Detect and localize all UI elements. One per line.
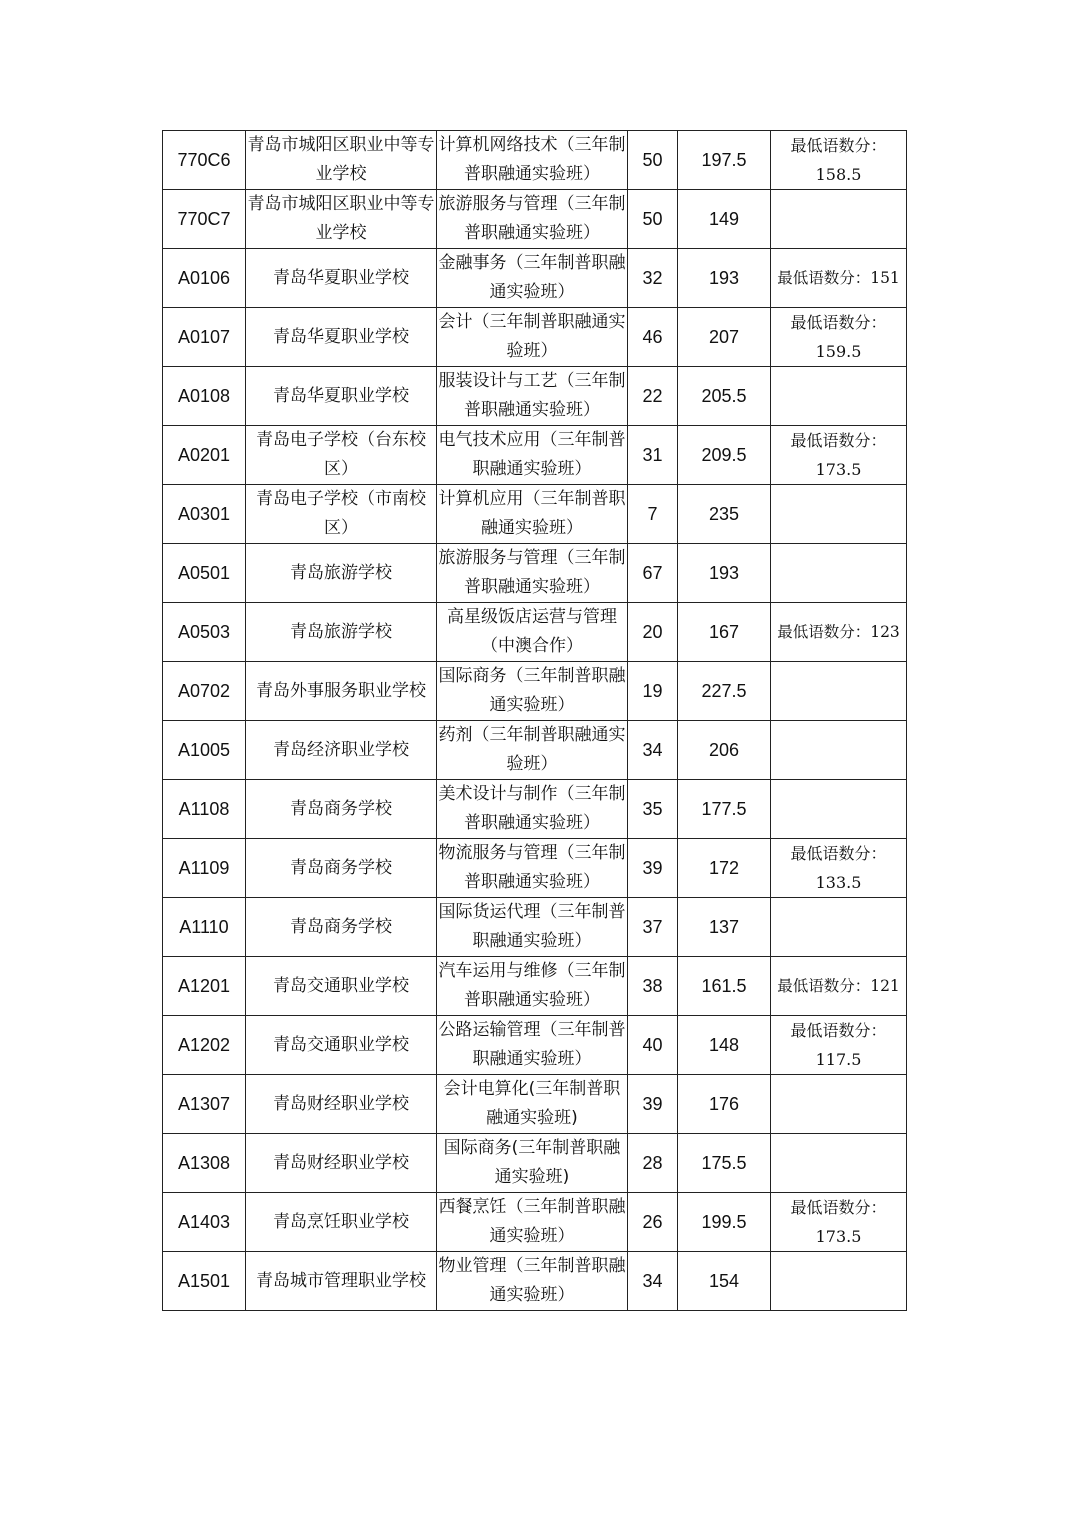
- school-name-cell: 青岛市城阳区职业中等专业学校: [246, 190, 437, 249]
- plan-count-cell: 32: [628, 249, 678, 308]
- plan-count-cell: 35: [628, 780, 678, 839]
- remark-cell: [771, 1016, 907, 1075]
- major-cell: 高星级饭店运营与管理（中澳合作）: [437, 603, 628, 662]
- remark-label: 最低语数分：: [790, 1198, 887, 1217]
- table-row: [163, 249, 907, 308]
- min-score-cell: 193: [678, 249, 771, 308]
- school-name-cell: 青岛旅游学校: [246, 603, 437, 662]
- plan-count-cell: 37: [628, 898, 678, 957]
- major-cell: 金融事务（三年制普职融通实验班）: [437, 249, 628, 308]
- table-row: [163, 131, 907, 190]
- school-name-cell: 青岛电子学校（台东校区）: [246, 426, 437, 485]
- school-code-cell: A0108: [163, 367, 246, 426]
- school-name-cell: 青岛财经职业学校: [246, 1134, 437, 1193]
- school-code-cell: A0201: [163, 426, 246, 485]
- school-code-cell: A0702: [163, 662, 246, 721]
- remark-label: 最低语数分：: [790, 313, 887, 332]
- table-row: [163, 1016, 907, 1075]
- plan-count-cell: 39: [628, 839, 678, 898]
- remark-cell: [771, 721, 907, 780]
- remark-cell: [771, 544, 907, 603]
- remark-value: 133.5: [815, 873, 862, 892]
- plan-count-cell: 22: [628, 367, 678, 426]
- min-score-cell: 205.5: [678, 367, 771, 426]
- plan-count-cell: 46: [628, 308, 678, 367]
- remark-cell: [771, 1252, 907, 1311]
- major-cell: 物业管理（三年制普职融通实验班）: [437, 1252, 628, 1311]
- min-score-cell: 177.5: [678, 780, 771, 839]
- table-row: [163, 544, 907, 603]
- school-name-cell: 青岛经济职业学校: [246, 721, 437, 780]
- school-name-cell: 青岛华夏职业学校: [246, 249, 437, 308]
- table-row: [163, 367, 907, 426]
- school-name-cell: 青岛外事服务职业学校: [246, 662, 437, 721]
- major-cell: 国际商务（三年制普职融通实验班）: [437, 662, 628, 721]
- school-code-cell: A1109: [163, 839, 246, 898]
- major-cell: 电气技术应用（三年制普职融通实验班）: [437, 426, 628, 485]
- school-name-cell: 青岛城市管理职业学校: [246, 1252, 437, 1311]
- major-cell: 会计电算化(三年制普职融通实验班): [437, 1075, 628, 1134]
- min-score-cell: 206: [678, 721, 771, 780]
- school-code-cell: A1307: [163, 1075, 246, 1134]
- school-code-cell: A1501: [163, 1252, 246, 1311]
- remark-cell: [771, 662, 907, 721]
- plan-count-cell: 38: [628, 957, 678, 1016]
- min-score-cell: 167: [678, 603, 771, 662]
- major-cell: 国际商务(三年制普职融通实验班): [437, 1134, 628, 1193]
- school-code-cell: A0106: [163, 249, 246, 308]
- min-score-cell: 137: [678, 898, 771, 957]
- school-code-cell: A1110: [163, 898, 246, 957]
- school-code-cell: A1403: [163, 1193, 246, 1252]
- table-row: [163, 1075, 907, 1134]
- school-name-cell: 青岛电子学校（市南校区）: [246, 485, 437, 544]
- remark-cell: [771, 249, 907, 308]
- plan-count-cell: 34: [628, 1252, 678, 1311]
- school-code-cell: A0301: [163, 485, 246, 544]
- school-name-cell: 青岛华夏职业学校: [246, 367, 437, 426]
- plan-count-cell: 28: [628, 1134, 678, 1193]
- remark-value: 158.5: [815, 165, 862, 184]
- remark-cell: [771, 1134, 907, 1193]
- remark-text: 最低语数分：123: [777, 622, 900, 641]
- major-cell: 药剂（三年制普职融通实验班）: [437, 721, 628, 780]
- remark-label: 最低语数分：: [790, 1021, 887, 1040]
- school-code-cell: A0503: [163, 603, 246, 662]
- table-row: [163, 839, 907, 898]
- remark-label: 最低语数分：: [790, 431, 887, 450]
- remark-value: 117.5: [815, 1050, 862, 1069]
- min-score-cell: 172: [678, 839, 771, 898]
- min-score-cell: 227.5: [678, 662, 771, 721]
- remark-label: 最低语数分：: [790, 136, 887, 155]
- table-row: [163, 308, 907, 367]
- remark-text: 最低语数分：121: [777, 976, 900, 995]
- school-code-cell: A0107: [163, 308, 246, 367]
- plan-count-cell: 20: [628, 603, 678, 662]
- remark-cell: [771, 485, 907, 544]
- school-name-cell: 青岛旅游学校: [246, 544, 437, 603]
- remark-cell: [771, 1075, 907, 1134]
- plan-count-cell: 40: [628, 1016, 678, 1075]
- major-cell: 公路运输管理（三年制普职融通实验班）: [437, 1016, 628, 1075]
- major-cell: 旅游服务与管理（三年制普职融通实验班）: [437, 190, 628, 249]
- plan-count-cell: 34: [628, 721, 678, 780]
- remark-value: 173.5: [815, 460, 862, 479]
- plan-count-cell: 31: [628, 426, 678, 485]
- min-score-cell: 161.5: [678, 957, 771, 1016]
- school-code-cell: A1308: [163, 1134, 246, 1193]
- school-code-cell: A0501: [163, 544, 246, 603]
- remark-cell: [771, 957, 907, 1016]
- table-row: [163, 190, 907, 249]
- min-score-cell: 148: [678, 1016, 771, 1075]
- major-cell: 计算机网络技术（三年制普职融通实验班）: [437, 131, 628, 190]
- school-name-cell: 青岛商务学校: [246, 839, 437, 898]
- table-row: [163, 780, 907, 839]
- major-cell: 汽车运用与维修（三年制普职融通实验班）: [437, 957, 628, 1016]
- remark-cell: [771, 131, 907, 190]
- table-row: [163, 721, 907, 780]
- remark-cell: [771, 190, 907, 249]
- major-cell: 旅游服务与管理（三年制普职融通实验班）: [437, 544, 628, 603]
- min-score-cell: 176: [678, 1075, 771, 1134]
- school-name-cell: 青岛烹饪职业学校: [246, 1193, 437, 1252]
- remark-value: 173.5: [815, 1227, 862, 1246]
- major-cell: 西餐烹饪（三年制普职融通实验班）: [437, 1193, 628, 1252]
- school-name-cell: 青岛交通职业学校: [246, 957, 437, 1016]
- table-row: [163, 1193, 907, 1252]
- remark-cell: [771, 426, 907, 485]
- plan-count-cell: 39: [628, 1075, 678, 1134]
- min-score-cell: 199.5: [678, 1193, 771, 1252]
- table-row: [163, 485, 907, 544]
- table-row: [163, 662, 907, 721]
- school-name-cell: 青岛商务学校: [246, 780, 437, 839]
- min-score-cell: 175.5: [678, 1134, 771, 1193]
- school-name-cell: 青岛华夏职业学校: [246, 308, 437, 367]
- table-body: [163, 131, 907, 1311]
- table-row: [163, 898, 907, 957]
- major-cell: 计算机应用（三年制普职融通实验班）: [437, 485, 628, 544]
- document-page: [162, 130, 907, 1311]
- school-name-cell: 青岛财经职业学校: [246, 1075, 437, 1134]
- major-cell: 美术设计与制作（三年制普职融通实验班）: [437, 780, 628, 839]
- school-code-cell: A1201: [163, 957, 246, 1016]
- plan-count-cell: 50: [628, 131, 678, 190]
- major-cell: 物流服务与管理（三年制普职融通实验班）: [437, 839, 628, 898]
- table-row: [163, 603, 907, 662]
- plan-count-cell: 26: [628, 1193, 678, 1252]
- remark-text: 最低语数分：151: [777, 268, 900, 287]
- school-code-cell: A1202: [163, 1016, 246, 1075]
- remark-cell: [771, 839, 907, 898]
- table-row: [163, 1252, 907, 1311]
- school-name-cell: 青岛商务学校: [246, 898, 437, 957]
- remark-label: 最低语数分：: [790, 844, 887, 863]
- min-score-cell: 209.5: [678, 426, 771, 485]
- remark-value: 159.5: [815, 342, 862, 361]
- school-code-cell: 770C7: [163, 190, 246, 249]
- remark-cell: [771, 367, 907, 426]
- table-row: [163, 426, 907, 485]
- remark-cell: [771, 1193, 907, 1252]
- min-score-cell: 149: [678, 190, 771, 249]
- school-name-cell: 青岛交通职业学校: [246, 1016, 437, 1075]
- major-cell: 会计（三年制普职融通实验班）: [437, 308, 628, 367]
- plan-count-cell: 7: [628, 485, 678, 544]
- min-score-cell: 197.5: [678, 131, 771, 190]
- school-code-cell: 770C6: [163, 131, 246, 190]
- plan-count-cell: 50: [628, 190, 678, 249]
- table-row: [163, 957, 907, 1016]
- min-score-cell: 235: [678, 485, 771, 544]
- remark-cell: [771, 780, 907, 839]
- remark-cell: [771, 898, 907, 957]
- admission-table: [162, 130, 907, 1311]
- major-cell: 服装设计与工艺（三年制普职融通实验班）: [437, 367, 628, 426]
- plan-count-cell: 67: [628, 544, 678, 603]
- table-row: [163, 1134, 907, 1193]
- school-name-cell: 青岛市城阳区职业中等专业学校: [246, 131, 437, 190]
- school-code-cell: A1108: [163, 780, 246, 839]
- plan-count-cell: 19: [628, 662, 678, 721]
- min-score-cell: 193: [678, 544, 771, 603]
- remark-cell: [771, 308, 907, 367]
- remark-cell: [771, 603, 907, 662]
- major-cell: 国际货运代理（三年制普职融通实验班）: [437, 898, 628, 957]
- school-code-cell: A1005: [163, 721, 246, 780]
- min-score-cell: 154: [678, 1252, 771, 1311]
- min-score-cell: 207: [678, 308, 771, 367]
